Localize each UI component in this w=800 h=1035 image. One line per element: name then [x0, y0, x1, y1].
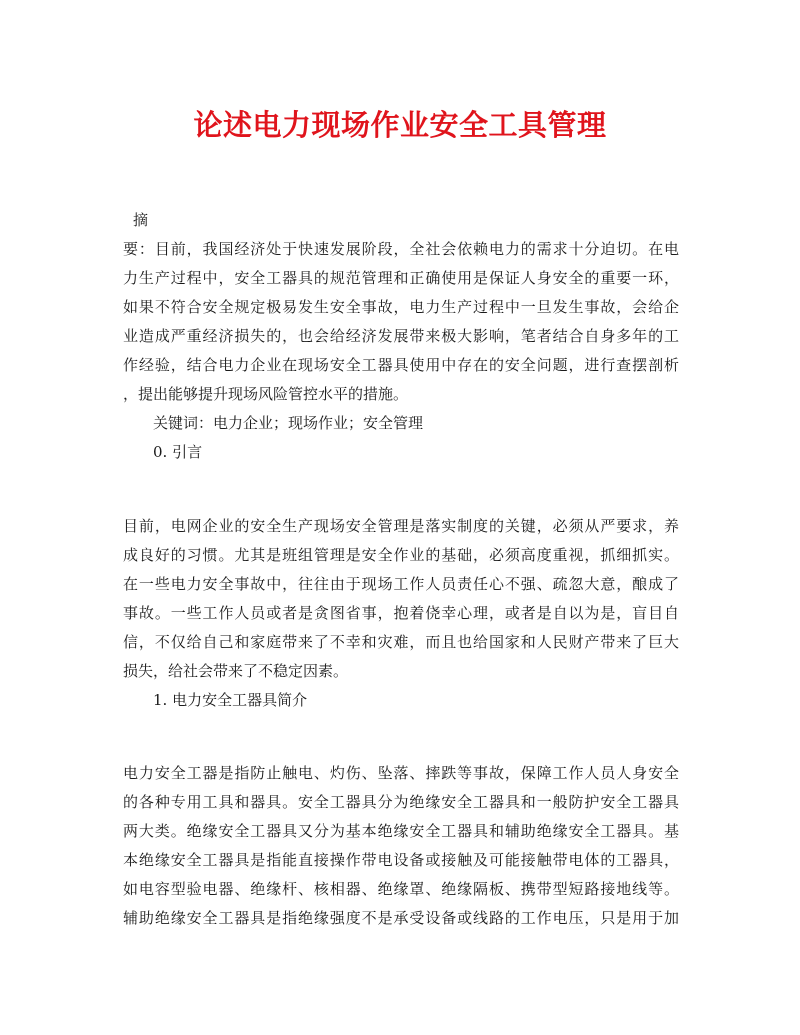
section-heading-intro: 0. 引言 — [153, 443, 203, 461]
paragraph-line: 的各种专用工具和器具。安全工器具分为绝缘安全工器具和一般防护安全工器具 — [123, 793, 679, 811]
abstract-line: ，提出能够提升现场风险管控水平的措施。 — [123, 385, 409, 403]
intro-paragraph — [123, 512, 679, 715]
abstract-line: 如果不符合安全规定极易发生安全事故，电力生产过程中一旦发生事故，会给企 — [123, 298, 679, 316]
abstract-line: 要：目前，我国经济处于快速发展阶段，全社会依赖电力的需求十分迫切。在电 — [123, 240, 679, 258]
paragraph-line: 电力安全工器是指防止触电、灼伤、坠落、摔跌等事故，保障工作人员人身安全 — [123, 764, 679, 782]
paragraph-line: 在一些电力安全事故中，往往由于现场工作人员责任心不强、疏忽大意，酿成了 — [123, 575, 679, 593]
paragraph-line: 辅助绝缘安全工器具是指绝缘强度不是承受设备或线路的工作电压，只是用于加 — [123, 909, 679, 927]
abstract-block — [123, 206, 679, 467]
paragraph-line: 损失，给社会带来了不稳定因素。 — [123, 662, 349, 680]
page-title: 论述电力现场作业安全工具管理 — [193, 108, 607, 142]
abstract-line: 业造成严重经济损失的，也会给经济发展带来极大影响，笔者结合自身多年的工 — [123, 327, 679, 345]
keywords-line: 关键词：电力企业；现场作业；安全管理 — [153, 414, 424, 432]
section-heading-tools: 1. 电力安全工器具简介 — [153, 691, 308, 709]
paragraph-line: 成良好的习惯。尤其是班组管理是安全作业的基础，必须高度重视，抓细抓实。 — [123, 546, 679, 564]
paragraph-line: 事故。一些工作人员或者是贪图省事，抱着侥幸心理，或者是自以为是，盲目自 — [123, 604, 679, 622]
paragraph-line: 如电容型验电器、绝缘杆、核相器、绝缘罩、绝缘隔板、携带型短路接地线等。 — [123, 880, 679, 898]
paragraph-line: 目前，电网企业的安全生产现场安全管理是落实制度的关键，必须从严要求，养 — [123, 517, 679, 535]
paragraph-line: 两大类。绝缘安全工器具又分为基本绝缘安全工器具和辅助绝缘安全工器具。基 — [123, 822, 679, 840]
paragraph-line: 信，不仅给自己和家庭带来了不幸和灾难，而且也给国家和人民财产带来了巨大 — [123, 633, 679, 651]
abstract-label: 摘 — [133, 211, 149, 229]
abstract-line: 作经验，结合电力企业在现场安全工器具使用中存在的安全问题，进行查摆剖析 — [123, 356, 679, 374]
paragraph-line: 本绝缘安全工器具是指能直接操作带电设备或接触及可能接触带电体的工器具， — [123, 851, 679, 869]
abstract-line: 力生产过程中，安全工器具的规范管理和正确使用是保证人身安全的重要一环， — [123, 269, 679, 287]
tools-paragraph — [123, 759, 679, 933]
